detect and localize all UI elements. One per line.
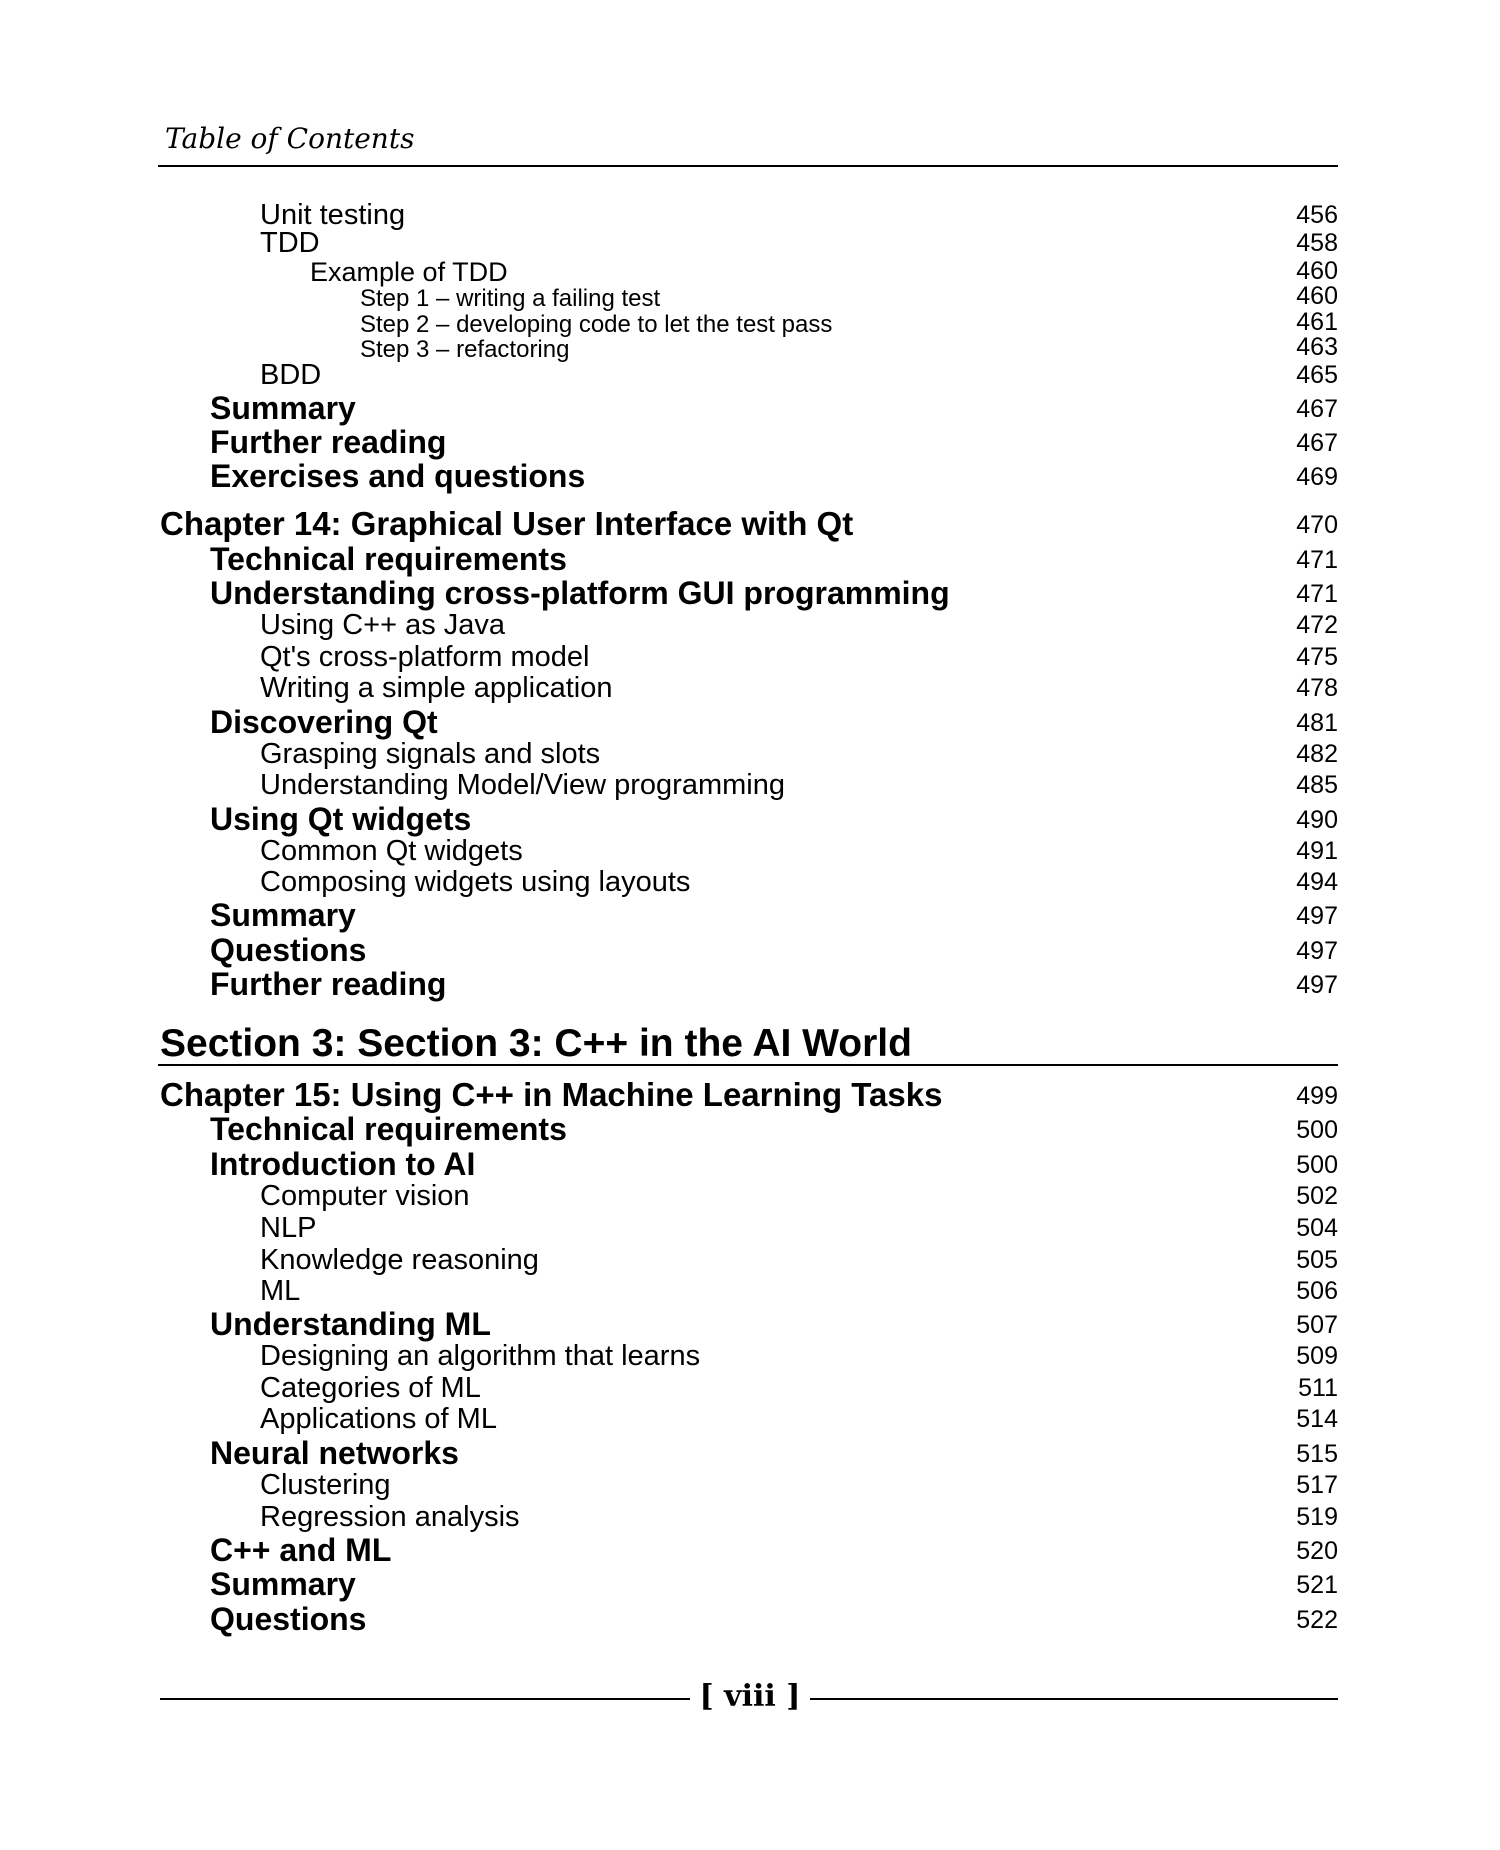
toc-entry-title: Categories of ML [260,1372,481,1404]
toc-entry[interactable] [0,1394,1500,1434]
toc-entry-title: Understanding Model/View programming [260,769,785,801]
toc-entry-page-number: 497 [1296,902,1338,930]
page-folio: [ viii ] [699,1679,801,1714]
toc-entry-page-number: 497 [1296,937,1338,965]
toc-entry-title: ML [260,1275,301,1307]
toc-entry-title: Step 2 – developing code to let the test pass [360,311,833,338]
toc-entry-page-number: 467 [1296,395,1338,423]
toc-entry-title: Technical requirements [210,541,567,577]
toc-entry-page-number: 500 [1296,1151,1338,1179]
toc-entry-title: Neural networks [210,1435,459,1471]
toc-entry-title: Grasping signals and slots [260,738,601,770]
toc-entry-page-number: 494 [1296,868,1338,896]
toc-entry-page-number: 471 [1296,580,1338,608]
toc-entry-page-number: 504 [1296,1214,1338,1242]
footer-rule-right [810,1698,1338,1700]
toc-entry-page-number: 509 [1296,1342,1338,1370]
toc-entry-page-number: 514 [1296,1405,1338,1433]
toc-entry-title: Step 1 – writing a failing test [360,285,661,312]
toc-entry-page-number: 505 [1296,1246,1338,1274]
running-head: Table of Contents [165,122,415,155]
toc-entry-title: Example of TDD [310,257,508,287]
toc-entry[interactable] [0,1560,1500,1600]
toc-entry-page-number: 520 [1296,1537,1338,1565]
toc-entry-page-number: 472 [1296,611,1338,639]
toc-entry-title: Questions [210,1601,367,1637]
toc-entry-title: Exercises and questions [210,458,586,494]
toc-entry-title: Designing an algorithm that learns [260,1340,701,1372]
toc-entry-title: NLP [260,1212,317,1244]
toc-entry-title: Computer vision [260,1180,470,1212]
toc-chapter-entry[interactable] [0,500,1500,540]
toc-entry-page-number: 482 [1296,740,1338,768]
toc-entry-page-number: 502 [1296,1182,1338,1210]
toc-entry-page-number: 519 [1296,1503,1338,1531]
toc-entry-page-number: 458 [1296,229,1338,257]
toc-entry[interactable] [0,1595,1500,1635]
toc-entry-title: Further reading [210,424,447,460]
toc-entry-title: Further reading [210,966,447,1002]
toc-entry-title: Summary [210,897,356,933]
toc-entry-page-number: 456 [1296,201,1338,229]
toc-entry[interactable] [0,891,1500,931]
toc-entry-title: Using C++ as Java [260,609,506,641]
toc-entry-page-number: 461 [1296,308,1338,336]
toc-entry-page-number: 511 [1298,1374,1338,1402]
toc-entry[interactable] [0,1105,1500,1145]
toc-entry-page-number: 521 [1296,1571,1338,1599]
toc-entry-page-number: 485 [1296,771,1338,799]
toc-entry-page-number: 469 [1296,463,1338,491]
toc-entry-page-number: 465 [1296,361,1338,389]
toc-entry-page-number: 522 [1296,1606,1338,1634]
toc-entry-page-number: 467 [1296,429,1338,457]
toc-entry-page-number: 475 [1296,643,1338,671]
toc-entry-page-number: 507 [1296,1311,1338,1339]
toc-entry-title: Clustering [260,1469,391,1501]
footer-rule-left [160,1698,690,1700]
section-heading: Section 3: Section 3: C++ in the AI World [160,1022,912,1065]
toc-entry-title: Discovering Qt [210,704,438,740]
toc-entry-title: Using Qt widgets [210,801,472,837]
toc-entry-page-number: 499 [1296,1082,1338,1110]
toc-entry-title: Composing widgets using layouts [260,866,691,898]
toc-entry-page-number: 470 [1296,511,1338,539]
toc-entry-title: TDD [260,227,320,259]
toc-entry-page-number: 517 [1296,1471,1338,1499]
toc-entry-page-number: 506 [1296,1277,1338,1305]
toc-entry-title: BDD [260,359,322,391]
toc-entry-page-number: 478 [1296,674,1338,702]
toc-entry-page-number: 490 [1296,806,1338,834]
toc-entry-page-number: 460 [1296,282,1338,310]
toc-entry-title: Summary [210,390,356,426]
toc-entry-title: Step 3 – refactoring [360,336,570,363]
toc-entry-title: Summary [210,1566,356,1602]
toc-entry-title: C++ and ML [210,1532,392,1568]
toc-entry-page-number: 515 [1296,1440,1338,1468]
toc-entry-page-number: 497 [1296,971,1338,999]
toc-entry-page-number: 481 [1296,709,1338,737]
toc-entry-title: Knowledge reasoning [260,1244,539,1276]
toc-entry-title: Unit testing [260,199,406,231]
toc-entry-title: Regression analysis [260,1501,520,1533]
section-rule [158,1064,1338,1066]
toc-entry-title: Qt's cross-platform model [260,641,590,673]
toc-entry-title: Understanding cross-platform GUI programming [210,575,950,611]
toc-entry-title: Technical requirements [210,1111,567,1147]
toc-entry-page-number: 491 [1296,837,1338,865]
toc-entry-title: Introduction to AI [210,1146,476,1182]
toc-entry[interactable] [0,960,1500,1000]
toc-entry-page-number: 460 [1296,257,1338,285]
toc-entry-title: Applications of ML [260,1403,497,1435]
toc-entry-title: Questions [210,932,367,968]
toc-entry-title: Writing a simple application [260,672,613,704]
toc-entry-page-number: 500 [1296,1116,1338,1144]
toc-entry[interactable] [0,663,1500,703]
toc-entry-title: Chapter 15: Using C++ in Machine Learning Tasks [160,1076,943,1113]
toc-entry-page-number: 471 [1296,546,1338,574]
toc-entry[interactable] [0,760,1500,800]
toc-entry-page-number: 463 [1296,333,1338,361]
toc-entry-title: Understanding ML [210,1306,491,1342]
toc-entry-title: Common Qt widgets [260,835,523,867]
toc-entry[interactable] [0,452,1500,492]
toc-entry-title: Chapter 14: Graphical User Interface with Qt [160,505,854,542]
